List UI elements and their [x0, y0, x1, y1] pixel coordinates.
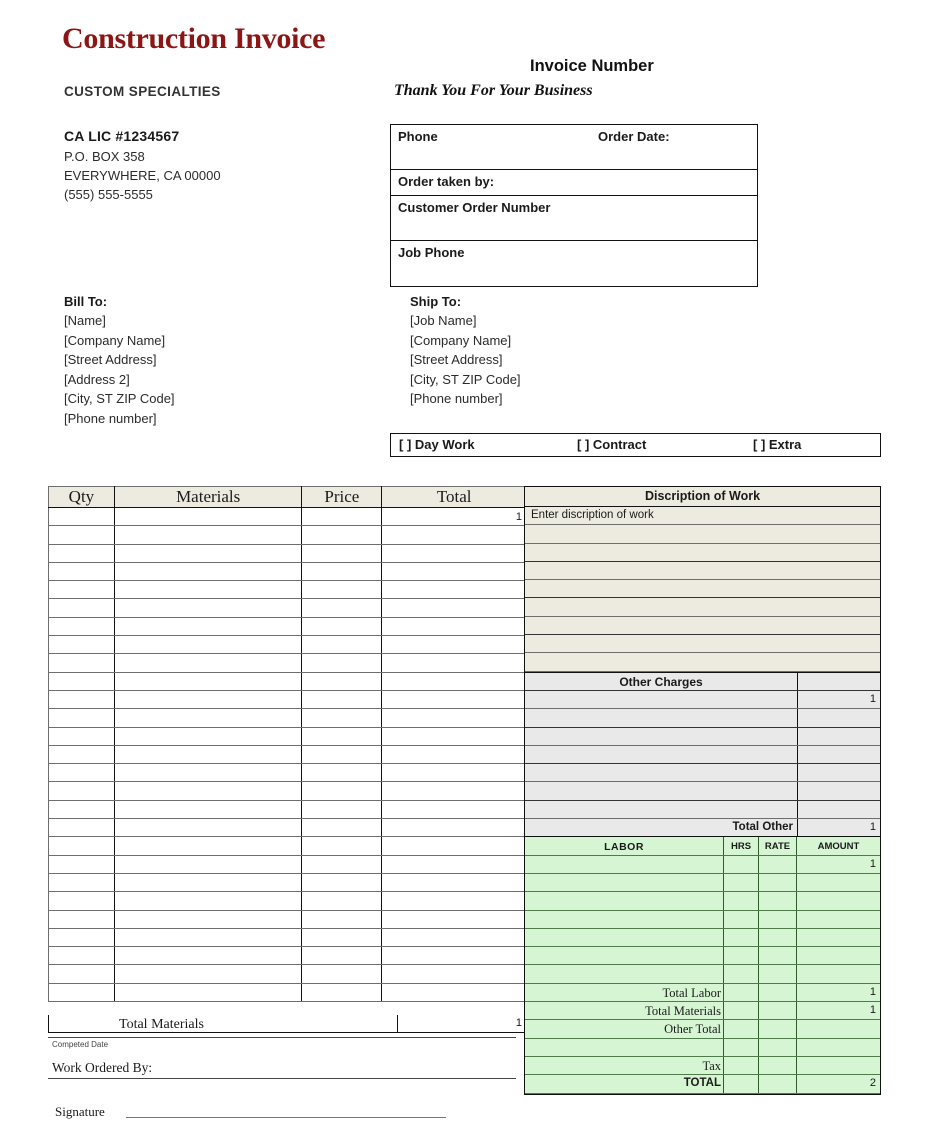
table-cell[interactable] [302, 800, 382, 818]
table-cell[interactable] [114, 526, 302, 544]
table-cell[interactable] [49, 562, 115, 580]
bill-to-line: [Street Address] [64, 352, 157, 367]
labor-row[interactable] [525, 947, 880, 965]
table-cell[interactable] [49, 709, 115, 727]
other-charge-row[interactable] [525, 746, 880, 764]
phone-label: Phone [398, 129, 438, 144]
bill-to-line: [Name] [64, 313, 106, 328]
table-cell[interactable] [382, 745, 527, 763]
contractor-address-line: P.O. BOX 358 [64, 149, 145, 164]
labor-row[interactable] [525, 856, 880, 874]
bill-to-line: [City, ST ZIP Code] [64, 391, 175, 406]
total-other-value: 1 [869, 821, 876, 834]
table-cell[interactable] [302, 654, 382, 672]
table-cell[interactable] [382, 727, 527, 745]
table-cell[interactable] [114, 928, 302, 946]
table-row[interactable] [49, 562, 527, 580]
total-materials-row [48, 1015, 527, 1033]
table-cell[interactable] [49, 910, 115, 928]
table-cell[interactable] [302, 782, 382, 800]
table-cell[interactable] [49, 892, 115, 910]
table-row[interactable] [49, 617, 527, 635]
table-cell[interactable] [382, 800, 527, 818]
table-row[interactable] [49, 800, 527, 818]
labor-section [525, 837, 880, 1093]
total-value: 1 [869, 985, 876, 998]
table-cell[interactable] [49, 727, 115, 745]
table-cell[interactable] [49, 654, 115, 672]
column-header-total: Total [382, 487, 527, 508]
description-row[interactable] [525, 562, 880, 580]
description-row[interactable] [525, 525, 880, 543]
table-cell[interactable] [49, 819, 115, 837]
signature-line[interactable] [126, 1117, 446, 1118]
table-cell[interactable] [382, 928, 527, 946]
total-other-label: Total Other [732, 821, 793, 834]
table-row[interactable] [49, 837, 527, 855]
contractor-phone: (555) 555-5555 [64, 187, 153, 202]
table-cell[interactable] [114, 764, 302, 782]
table-cell[interactable] [49, 526, 115, 544]
order-taken-by-label: Order taken by: [398, 174, 495, 189]
table-cell[interactable] [49, 636, 115, 654]
table-cell[interactable] [302, 873, 382, 891]
table-cell[interactable] [382, 837, 527, 855]
bill-to-block [64, 294, 175, 430]
completed-date-label: Competed Date [52, 1040, 109, 1049]
table-cell[interactable] [302, 947, 382, 965]
contractor-info [64, 128, 221, 206]
checkbox-contract[interactable]: [ ] Contract [577, 437, 647, 452]
other-charge-row[interactable] [525, 782, 880, 800]
table-cell[interactable] [302, 837, 382, 855]
other-charge-value: 1 [869, 692, 876, 705]
description-row[interactable] [525, 544, 880, 562]
table-cell[interactable] [114, 800, 302, 818]
table-cell[interactable] [114, 782, 302, 800]
table-cell[interactable] [382, 544, 527, 562]
table-cell[interactable] [302, 727, 382, 745]
table-row[interactable] [49, 672, 527, 690]
other-charge-row[interactable] [525, 691, 880, 709]
table-cell[interactable] [114, 599, 302, 617]
table-cell[interactable] [114, 709, 302, 727]
table-cell[interactable] [382, 599, 527, 617]
ship-to-line: [City, ST ZIP Code] [410, 371, 521, 387]
order-row-customer-order-number[interactable] [391, 196, 757, 241]
contractor-license: CA LIC #1234567 [64, 128, 180, 144]
description-row[interactable] [525, 507, 880, 525]
other-charges-heading-row [525, 673, 880, 691]
table-cell[interactable] [302, 983, 382, 1001]
table-cell[interactable] [382, 892, 527, 910]
labor-total-row [525, 1057, 880, 1075]
table-row[interactable] [49, 745, 527, 763]
order-row-phone[interactable] [391, 125, 757, 170]
table-cell[interactable]: 1 [382, 508, 527, 526]
table-cell[interactable] [382, 782, 527, 800]
job-phone-label: Job Phone [398, 245, 465, 260]
bill-to-line: [Phone number] [64, 410, 157, 426]
table-cell[interactable] [49, 581, 115, 599]
labor-total-row [525, 1020, 880, 1038]
table-cell[interactable] [382, 965, 527, 983]
table-cell[interactable] [302, 928, 382, 946]
table-row[interactable] [49, 636, 527, 654]
labor-total-row [525, 1002, 880, 1020]
contractor-address-line: EVERYWHERE, CA 00000 [64, 168, 221, 183]
table-cell[interactable] [302, 709, 382, 727]
table-cell[interactable] [49, 508, 115, 526]
table-row[interactable] [49, 764, 527, 782]
column-header-qty: Qty [49, 487, 115, 508]
table-cell[interactable] [302, 544, 382, 562]
table-cell[interactable] [114, 819, 302, 837]
table-cell[interactable] [302, 855, 382, 873]
completed-date-rule [48, 1037, 516, 1038]
signature-label: Signature [55, 1104, 105, 1119]
table-row[interactable] [49, 654, 527, 672]
ship-to-line: [Job Name] [410, 313, 477, 328]
table-cell[interactable] [114, 636, 302, 654]
labor-row[interactable] [525, 911, 880, 929]
table-row[interactable] [49, 581, 527, 599]
labor-row[interactable] [525, 892, 880, 910]
description-row[interactable] [525, 635, 880, 653]
labor-header-row [525, 837, 880, 855]
table-cell[interactable] [114, 562, 302, 580]
table-row[interactable] [49, 855, 527, 873]
bill-to-line: [Address 2] [64, 371, 130, 387]
table-cell[interactable] [49, 965, 115, 983]
table-row[interactable] [49, 690, 527, 708]
table-cell[interactable] [302, 892, 382, 910]
description-row[interactable] [525, 580, 880, 598]
table-cell[interactable] [49, 672, 115, 690]
bill-to-line: [Company Name] [64, 332, 166, 348]
description-placeholder: Enter discription of work [531, 509, 654, 521]
total-materials-label: Total Materials [119, 1017, 204, 1032]
total-value: 2 [869, 1077, 876, 1090]
table-cell[interactable] [114, 873, 302, 891]
table-row[interactable] [49, 508, 527, 526]
table-cell[interactable] [49, 800, 115, 818]
description-row[interactable] [525, 598, 880, 616]
table-cell[interactable] [382, 636, 527, 654]
column-header-labor: LABOR [604, 841, 644, 854]
table-cell[interactable] [382, 764, 527, 782]
table-cell[interactable] [382, 562, 527, 580]
other-charges-heading: Other Charges [619, 674, 703, 689]
table-cell[interactable] [382, 617, 527, 635]
column-header-amount: AMOUNT [817, 841, 860, 853]
table-cell[interactable] [382, 947, 527, 965]
column-header-materials: Materials [114, 487, 302, 508]
labor-total-row [525, 1039, 880, 1057]
materials-table [48, 486, 527, 1002]
column-header-hrs: HRS [730, 841, 752, 853]
table-cell[interactable] [302, 745, 382, 763]
table-cell[interactable] [114, 983, 302, 1001]
checkbox-day-work[interactable]: [ ] Day Work [399, 437, 475, 452]
table-cell[interactable] [49, 947, 115, 965]
table-cell[interactable] [302, 764, 382, 782]
table-cell[interactable] [382, 855, 527, 873]
table-cell[interactable] [114, 617, 302, 635]
right-panel [524, 486, 881, 1095]
page-title: Construction Invoice [62, 22, 326, 55]
thank-you-message: Thank You For Your Business [394, 82, 593, 99]
work-ordered-rule [48, 1078, 516, 1079]
table-cell[interactable] [49, 928, 115, 946]
ship-to-block [410, 294, 521, 411]
divider [397, 1015, 398, 1032]
table-cell[interactable] [49, 617, 115, 635]
description-of-work-section [525, 487, 880, 672]
table-cell[interactable] [114, 727, 302, 745]
table-cell[interactable] [114, 654, 302, 672]
table-row[interactable] [49, 727, 527, 745]
table-cell[interactable] [49, 983, 115, 1001]
work-type-row [390, 433, 881, 457]
table-row[interactable] [49, 782, 527, 800]
checkbox-extra[interactable]: [ ] Extra [753, 437, 802, 452]
table-cell[interactable] [49, 544, 115, 562]
ship-to-line: [Street Address] [410, 352, 503, 367]
labor-row[interactable] [525, 929, 880, 947]
column-header-price: Price [302, 487, 382, 508]
labor-row[interactable] [525, 874, 880, 892]
table-cell[interactable] [382, 983, 527, 1001]
table-row[interactable] [49, 947, 527, 965]
total-value: 1 [869, 1004, 876, 1017]
bill-to-heading: Bill To: [64, 294, 108, 309]
description-heading: Discription of Work [525, 487, 880, 507]
table-cell[interactable] [302, 819, 382, 837]
other-charge-row[interactable] [525, 728, 880, 746]
table-cell[interactable] [382, 709, 527, 727]
table-cell[interactable] [49, 873, 115, 891]
description-row[interactable] [525, 617, 880, 635]
order-row-job-phone[interactable] [391, 241, 757, 285]
ship-to-line: [Company Name] [410, 332, 512, 348]
table-cell[interactable] [382, 819, 527, 837]
table-row[interactable] [49, 892, 527, 910]
table-cell[interactable] [302, 581, 382, 599]
ship-to-heading: Ship To: [410, 294, 462, 309]
customer-order-number-label: Customer Order Number [398, 200, 551, 215]
total-materials-value: 1 [515, 1017, 522, 1029]
total-label: Total Labor [662, 985, 721, 1000]
table-row[interactable] [49, 910, 527, 928]
total-label: Total Materials [645, 1004, 721, 1019]
table-row[interactable] [49, 873, 527, 891]
table-cell[interactable] [302, 617, 382, 635]
table-row[interactable] [49, 599, 527, 617]
table-row[interactable] [49, 526, 527, 544]
table-row[interactable] [49, 965, 527, 983]
total-label: Tax [702, 1058, 721, 1073]
table-cell[interactable] [382, 690, 527, 708]
column-header-rate: RATE [764, 841, 791, 853]
table-cell[interactable] [114, 672, 302, 690]
table-row[interactable] [49, 819, 527, 837]
table-cell[interactable] [382, 873, 527, 891]
table-cell[interactable] [382, 910, 527, 928]
table-row[interactable] [49, 544, 527, 562]
table-cell[interactable] [302, 599, 382, 617]
table-cell[interactable] [49, 599, 115, 617]
table-cell[interactable] [114, 745, 302, 763]
labor-total-row [525, 984, 880, 1002]
table-row[interactable] [49, 983, 527, 1001]
labor-row[interactable] [525, 965, 880, 983]
table-cell[interactable] [49, 690, 115, 708]
table-cell[interactable] [114, 690, 302, 708]
table-cell[interactable] [302, 965, 382, 983]
table-cell[interactable] [382, 654, 527, 672]
materials-table-header-row [49, 487, 527, 508]
description-row[interactable] [525, 653, 880, 671]
table-cell[interactable] [114, 892, 302, 910]
total-other-row [525, 819, 880, 837]
invoice-number-label: Invoice Number [530, 57, 654, 75]
table-cell[interactable] [114, 947, 302, 965]
other-charges-section [525, 672, 880, 838]
table-cell[interactable] [302, 526, 382, 544]
table-cell[interactable] [114, 855, 302, 873]
ship-to-line: [Phone number] [410, 391, 503, 406]
table-cell[interactable] [114, 965, 302, 983]
company-name: CUSTOM SPECIALTIES [64, 84, 221, 99]
table-cell[interactable] [302, 562, 382, 580]
total-label: Other Total [664, 1022, 721, 1037]
table-cell[interactable] [114, 910, 302, 928]
table-cell[interactable] [49, 764, 115, 782]
table-cell[interactable] [49, 855, 115, 873]
labor-amount-value: 1 [869, 857, 876, 870]
table-cell[interactable] [114, 508, 302, 526]
table-cell[interactable] [49, 745, 115, 763]
labor-total-row [525, 1075, 880, 1093]
table-cell[interactable] [382, 581, 527, 599]
table-cell[interactable] [49, 782, 115, 800]
table-cell[interactable] [382, 672, 527, 690]
table-cell[interactable] [302, 508, 382, 526]
other-charge-row[interactable] [525, 709, 880, 727]
table-cell[interactable] [302, 672, 382, 690]
table-cell[interactable] [382, 526, 527, 544]
other-charge-row[interactable] [525, 801, 880, 819]
table-cell[interactable] [302, 910, 382, 928]
total-label: TOTAL [683, 1077, 721, 1090]
table-row[interactable] [49, 709, 527, 727]
table-cell[interactable] [302, 690, 382, 708]
table-cell[interactable] [114, 581, 302, 599]
other-charge-row[interactable] [525, 764, 880, 782]
table-cell[interactable] [114, 837, 302, 855]
order-date-label: Order Date: [598, 129, 670, 144]
work-ordered-by-label: Work Ordered By: [52, 1060, 153, 1075]
order-row-taken-by[interactable] [391, 170, 757, 196]
order-info-box [390, 124, 758, 287]
table-cell[interactable] [302, 636, 382, 654]
table-cell[interactable] [114, 544, 302, 562]
table-cell[interactable] [49, 837, 115, 855]
table-row[interactable] [49, 928, 527, 946]
